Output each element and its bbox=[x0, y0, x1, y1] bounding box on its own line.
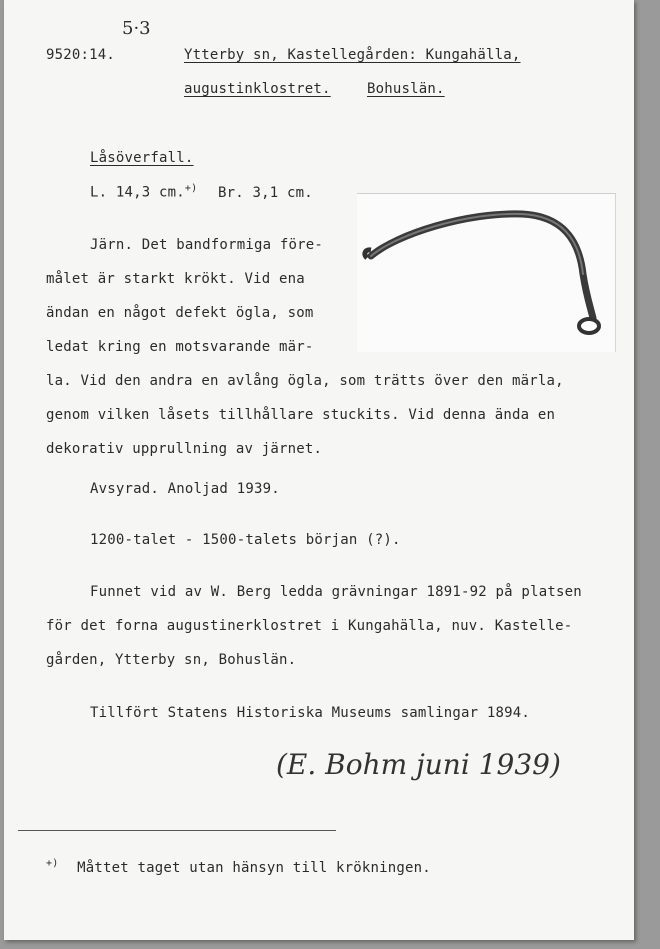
find-line: Funnet vid av W. Berg ledda grävningar 1891-92 på platsen bbox=[90, 584, 582, 600]
measurements bbox=[90, 183, 313, 201]
description-line: dekorativ upprullning av järnet. bbox=[46, 441, 323, 457]
measure-footnote-mark: +) bbox=[184, 183, 198, 194]
iron-hasp-image bbox=[357, 194, 615, 352]
footnote-mark: +) bbox=[46, 858, 59, 869]
catalog-card bbox=[4, 0, 634, 940]
dating: 1200-talet - 1500-talets början (?). bbox=[90, 532, 401, 548]
heading-line-1: Ytterby sn, Kastellegården: Kungahälla, bbox=[184, 47, 521, 63]
measure-width: Br. 3,1 cm. bbox=[218, 184, 313, 201]
description-line: ändan en något defekt ögla, som bbox=[46, 305, 314, 321]
heading-line-2a: augustinklostret. bbox=[184, 81, 331, 97]
find-line: för det forna augustinerklostret i Kungahälla, nuv. Kastelle- bbox=[46, 618, 573, 634]
description-line: målet är starkt krökt. Vid ena bbox=[46, 271, 305, 287]
footnote bbox=[46, 858, 431, 876]
description-line: Järn. Det bandformiga före- bbox=[90, 237, 323, 253]
handwritten-top-mark: 5·3 bbox=[122, 18, 151, 39]
catalog-number: 9520:14. bbox=[46, 47, 116, 63]
object-photo bbox=[357, 193, 616, 352]
accession-note: Tillfört Statens Historiska Museums samlingar 1894. bbox=[90, 705, 531, 721]
description-line: genom vilken låsets tillhållare stuckits. Vid denna ända en bbox=[46, 407, 556, 423]
footnote-text: Måttet taget utan hänsyn till krökningen. bbox=[77, 859, 431, 876]
find-line: gården, Ytterby sn, Bohuslän. bbox=[46, 652, 297, 668]
footnote-divider bbox=[18, 830, 336, 831]
measure-length: L. 14,3 cm. bbox=[90, 184, 185, 201]
handwritten-signature: (E. Bohm juni 1939) bbox=[276, 748, 561, 781]
treatment-note: Avsyrad. Anoljad 1939. bbox=[90, 481, 280, 497]
description-line: ledat kring en motsvarande mär- bbox=[46, 339, 314, 355]
object-name: Låsöverfall. bbox=[90, 150, 194, 166]
description-line: la. Vid den andra en avlång ögla, som trätts över den märla, bbox=[46, 373, 564, 389]
heading-line-2b: Bohuslän. bbox=[367, 81, 445, 97]
